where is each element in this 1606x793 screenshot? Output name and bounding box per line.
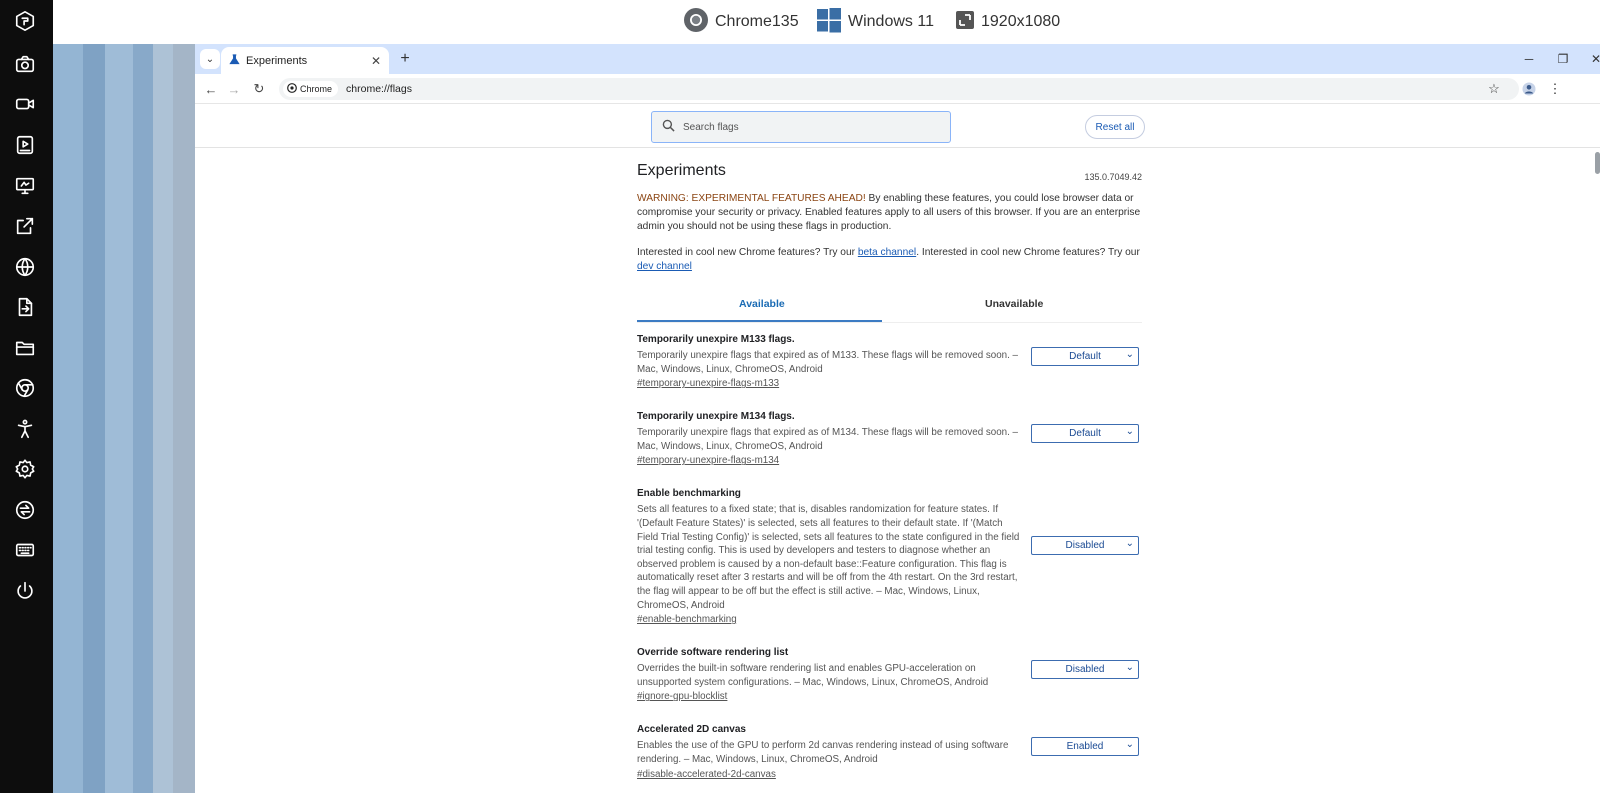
remote-desktop-icon[interactable] bbox=[12, 173, 38, 199]
tab-search-button[interactable] bbox=[200, 49, 220, 69]
browser-version-label: Chrome135 bbox=[715, 13, 799, 30]
profile-icon[interactable] bbox=[1520, 80, 1538, 98]
settings-icon[interactable] bbox=[12, 456, 38, 482]
warning-body: By enabling these features, you could lose browser data or compromise your security or privacy. Enabled features apply to all users of this browser. If you are an enterprise admin you should not be using these flags in production. bbox=[637, 193, 1141, 232]
flags-content bbox=[637, 162, 1142, 780]
reload-button[interactable]: ↻ bbox=[253, 81, 265, 96]
flag-state-value: Disabled bbox=[1065, 664, 1105, 676]
flag-description: Sets all features to a fixed state; that is, disables randomization for feature states. If '(Default Feature States)' is selected, sets all features to their default state. If '(Match Field Trial Testing Config)' is selected, sets all features to the state configured in the field trial testing config. This is used by developers and testers to diagnose whether an observed problem is caused by a non-default base::Feature configuration. This flag is automatically reset after 3 restarts and will be off from the 4th restart. On the 3rd restart, the flag will appear to be off but the effect is still active. – Mac, Windows, Linux, ChromeOS, Android bbox=[637, 504, 1020, 611]
forward-button[interactable]: → bbox=[227, 81, 241, 97]
address-bar[interactable] bbox=[279, 78, 1519, 100]
browser-toolbar bbox=[195, 74, 1600, 104]
flag-state-value: Disabled bbox=[1065, 540, 1105, 552]
warning-text bbox=[637, 192, 1142, 234]
file-transfer-icon[interactable] bbox=[12, 294, 38, 320]
chevron-down-icon: ⌄ bbox=[1125, 538, 1134, 550]
resolution-icon bbox=[955, 10, 975, 35]
camera-icon[interactable] bbox=[12, 51, 38, 77]
flag-state-select[interactable] bbox=[1031, 660, 1139, 679]
warning-prefix: WARNING: EXPERIMENTAL FEATURES AHEAD! bbox=[637, 193, 866, 204]
more-menu-icon[interactable]: ⋮ bbox=[1548, 81, 1562, 96]
search-icon bbox=[662, 119, 675, 135]
chrome-icon[interactable] bbox=[12, 375, 38, 401]
session-info-bar bbox=[53, 0, 1600, 44]
channel-info-text bbox=[637, 246, 1142, 274]
flag-state-select[interactable] bbox=[1031, 347, 1139, 366]
site-info-chip[interactable] bbox=[283, 81, 338, 97]
active-tab-indicator bbox=[637, 320, 882, 322]
flag-description: Temporarily unexpire flags that expired as of M134. These flags will be removed soon. – Mac, Windows, Linux, ChromeOS, Android bbox=[637, 427, 1019, 452]
logo-icon[interactable] bbox=[12, 8, 38, 34]
flag-state-value: Default bbox=[1069, 428, 1101, 440]
folder-icon[interactable] bbox=[12, 335, 38, 361]
minimize-button[interactable]: ─ bbox=[1524, 52, 1534, 66]
flag-name: Accelerated 2D canvas bbox=[637, 724, 746, 736]
flag-anchor-link[interactable]: #ignore-gpu-blocklist bbox=[637, 691, 728, 703]
flag-state-value: Enabled bbox=[1066, 741, 1104, 753]
video-icon[interactable] bbox=[12, 91, 38, 117]
sync-icon[interactable] bbox=[12, 497, 38, 523]
tab-strip bbox=[195, 44, 1600, 74]
flag-anchor-link[interactable]: #temporary-unexpire-flags-m133 bbox=[637, 378, 780, 390]
reset-all-button[interactable]: Reset all bbox=[1085, 115, 1145, 139]
export-icon[interactable] bbox=[12, 213, 38, 239]
scrollbar-thumb[interactable] bbox=[1595, 152, 1600, 174]
tab-experiments[interactable] bbox=[221, 47, 389, 74]
chevron-down-icon: ⌄ bbox=[1125, 349, 1134, 360]
search-flags-input[interactable] bbox=[651, 111, 951, 143]
resolution-info bbox=[955, 8, 1060, 36]
flags-page bbox=[195, 104, 1600, 793]
url-text: chrome://flags bbox=[346, 83, 412, 95]
interest-text-2: . Interested in cool new Chrome features? Try our bbox=[916, 247, 1140, 258]
site-chip-label: Chrome bbox=[300, 84, 333, 94]
flag-name: Enable benchmarking bbox=[637, 488, 741, 500]
resolution-label: 1920x1080 bbox=[981, 13, 1061, 30]
tabs-divider bbox=[637, 322, 1142, 323]
browser-window bbox=[195, 44, 1600, 793]
flag-item bbox=[637, 724, 1142, 779]
flag-description: Overrides the built-in software rendering list and enables GPU-acceleration on unsupported system configurations. – Mac, Windows, Linux, ChromeOS, Android bbox=[637, 663, 989, 688]
flag-state-value: Default bbox=[1069, 351, 1101, 362]
search-placeholder: Search flags bbox=[683, 121, 739, 133]
flags-header bbox=[195, 104, 1600, 148]
flag-state-select[interactable] bbox=[1031, 536, 1139, 555]
version-number: 135.0.7049.42 bbox=[1084, 172, 1142, 182]
flag-name: Override software rendering list bbox=[637, 647, 789, 659]
new-tab-button[interactable]: + bbox=[400, 50, 410, 67]
os-info bbox=[816, 8, 934, 36]
flags-tabs bbox=[637, 288, 1142, 324]
flag-anchor-link[interactable]: #temporary-unexpire-flags-m134 bbox=[637, 455, 780, 467]
chevron-down-icon: ⌄ bbox=[205, 53, 215, 65]
chevron-down-icon: ⌄ bbox=[1125, 739, 1134, 751]
desktop-wallpaper bbox=[53, 44, 195, 793]
chevron-down-icon: ⌄ bbox=[1125, 662, 1134, 674]
left-toolbar bbox=[0, 0, 53, 793]
flag-description: Temporarily unexpire flags that expired as of M133. These flags will be removed soon. – Mac, Windows, Linux, ChromeOS, Android bbox=[637, 350, 1019, 375]
chevron-down-icon: ⌄ bbox=[1125, 426, 1134, 438]
power-icon[interactable] bbox=[12, 578, 38, 604]
flag-state-select[interactable] bbox=[1031, 737, 1139, 756]
flag-item bbox=[637, 334, 1142, 389]
flag-description: Enables the use of the GPU to perform 2d canvas rendering instead of using software rendering. – Mac, Windows, Linux, ChromeOS, Android bbox=[637, 740, 1009, 765]
close-tab-icon[interactable]: ✕ bbox=[370, 53, 381, 68]
tab-title: Experiments bbox=[246, 54, 308, 67]
dev-channel-link[interactable]: dev channel bbox=[637, 261, 692, 272]
windows-logo-icon bbox=[816, 7, 842, 38]
flag-state-select[interactable] bbox=[1031, 424, 1139, 443]
chrome-logo-icon bbox=[683, 7, 709, 38]
bookmark-star-icon[interactable]: ☆ bbox=[1488, 81, 1500, 96]
back-button[interactable]: ← bbox=[204, 81, 218, 97]
flag-item bbox=[637, 411, 1142, 466]
beta-channel-link[interactable]: beta channel bbox=[857, 247, 917, 258]
os-label: Windows 11 bbox=[848, 13, 934, 30]
keyboard-icon[interactable] bbox=[12, 537, 38, 563]
page-title: Experiments bbox=[637, 162, 726, 179]
flag-anchor-link[interactable]: #disable-accelerated-2d-canvas bbox=[637, 768, 776, 780]
interest-text-1: Interested in cool new Chrome features? Try our bbox=[637, 247, 858, 258]
flag-name: Temporarily unexpire M133 flags. bbox=[637, 334, 795, 345]
close-window-button[interactable]: ✕ bbox=[1590, 52, 1602, 66]
playback-icon[interactable] bbox=[12, 132, 38, 158]
flag-item bbox=[637, 488, 1142, 625]
flask-icon bbox=[229, 54, 240, 68]
browser-info bbox=[683, 8, 799, 36]
flag-anchor-link[interactable]: #enable-benchmarking bbox=[637, 614, 737, 626]
network-icon[interactable] bbox=[12, 254, 38, 280]
chrome-small-icon bbox=[287, 83, 297, 95]
accessibility-icon[interactable] bbox=[12, 416, 38, 442]
flag-item bbox=[637, 647, 1142, 702]
flag-name: Temporarily unexpire M134 flags. bbox=[637, 411, 795, 423]
restore-button[interactable]: ❐ bbox=[1557, 52, 1569, 66]
tab-unavailable[interactable]: Unavailable bbox=[985, 298, 1044, 310]
tab-available[interactable]: Available bbox=[739, 298, 785, 310]
